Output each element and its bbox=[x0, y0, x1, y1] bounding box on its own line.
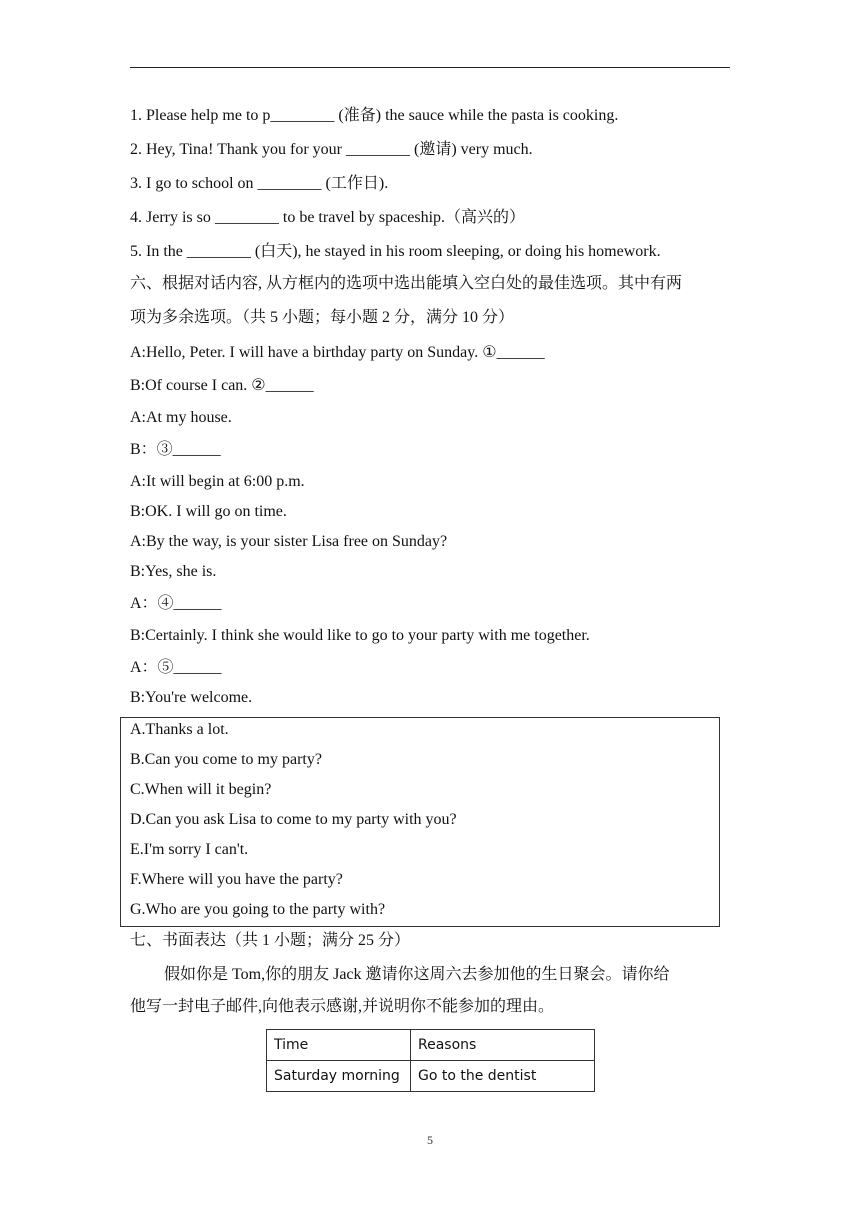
table-cell-reasons-header: Reasons bbox=[411, 1030, 595, 1061]
option-b: B.Can you come to my party? bbox=[130, 751, 322, 768]
option-d: D.Can you ask Lisa to come to my party with you? bbox=[130, 811, 457, 828]
option-e: E.I'm sorry I can't. bbox=[130, 841, 249, 858]
option-a: A.Thanks a lot. bbox=[130, 721, 229, 738]
section-7-heading: 七、书面表达（共 1 小题；满分 25 分） bbox=[130, 932, 411, 949]
dialogue-line: B:Certainly. I think she would like to go to your party with me together. bbox=[130, 627, 590, 644]
dialogue-line: B：③______ bbox=[130, 441, 221, 458]
options-box bbox=[120, 717, 720, 927]
dialogue-line: B:OK. I will go on time. bbox=[130, 503, 287, 520]
option-g: G.Who are you going to the party with? bbox=[130, 901, 386, 918]
question-2: 2. Hey, Tina! Thank you for your ________ (邀请) very much. bbox=[130, 141, 533, 158]
dialogue-line: A：④______ bbox=[130, 595, 222, 612]
option-f: F.Where will you have the party? bbox=[130, 871, 343, 888]
dialogue-line: B:Yes, she is. bbox=[130, 563, 217, 580]
dialogue-line: A:By the way, is your sister Lisa free on Sunday? bbox=[130, 533, 448, 550]
option-c: C.When will it begin? bbox=[130, 781, 272, 798]
question-4: 4. Jerry is so ________ to be travel by spaceship.（高兴的） bbox=[130, 209, 526, 226]
table-row bbox=[267, 1061, 595, 1092]
dialogue-line: A:Hello, Peter. I will have a birthday party on Sunday. ①______ bbox=[130, 344, 545, 361]
table-cell-reason: Go to the dentist bbox=[411, 1061, 595, 1092]
page-number: 5 bbox=[427, 1133, 433, 1147]
table-cell-time-header: Time bbox=[267, 1030, 411, 1061]
dialogue-line: A:It will begin at 6:00 p.m. bbox=[130, 473, 305, 490]
dialogue-line: B:You're welcome. bbox=[130, 689, 253, 706]
dialogue-line: B:Of course I can. ②______ bbox=[130, 377, 314, 394]
section-6-heading-line-1: 六、根据对话内容, 从方框内的选项中选出能填入空白处的最佳选项。其中有两 bbox=[130, 275, 683, 292]
question-1: 1. Please help me to p________ (准备) the sauce while the pasta is cooking. bbox=[130, 107, 619, 124]
question-5: 5. In the ________ (白天), he stayed in his room sleeping, or doing his homework. bbox=[130, 243, 661, 260]
table-cell-time: Saturday morning bbox=[267, 1061, 411, 1092]
writing-prompt-line-2: 他写一封电子邮件,向他表示感谢,并说明你不能参加的理由。 bbox=[130, 998, 555, 1015]
writing-prompt-line-1: 假如你是 Tom,你的朋友 Jack 邀请你这周六去参加他的生日聚会。请你给 bbox=[164, 966, 670, 983]
dialogue-line: A：⑤______ bbox=[130, 659, 222, 676]
section-6-heading-line-2: 项为多余选项。（共 5 小题；每小题 2 分，满分 10 分） bbox=[130, 309, 515, 326]
dialogue-line: A:At my house. bbox=[130, 409, 232, 426]
table-header-row bbox=[267, 1030, 595, 1061]
info-table bbox=[266, 1029, 595, 1092]
question-3: 3. I go to school on ________ (工作日). bbox=[130, 175, 389, 192]
header-rule bbox=[130, 67, 730, 68]
